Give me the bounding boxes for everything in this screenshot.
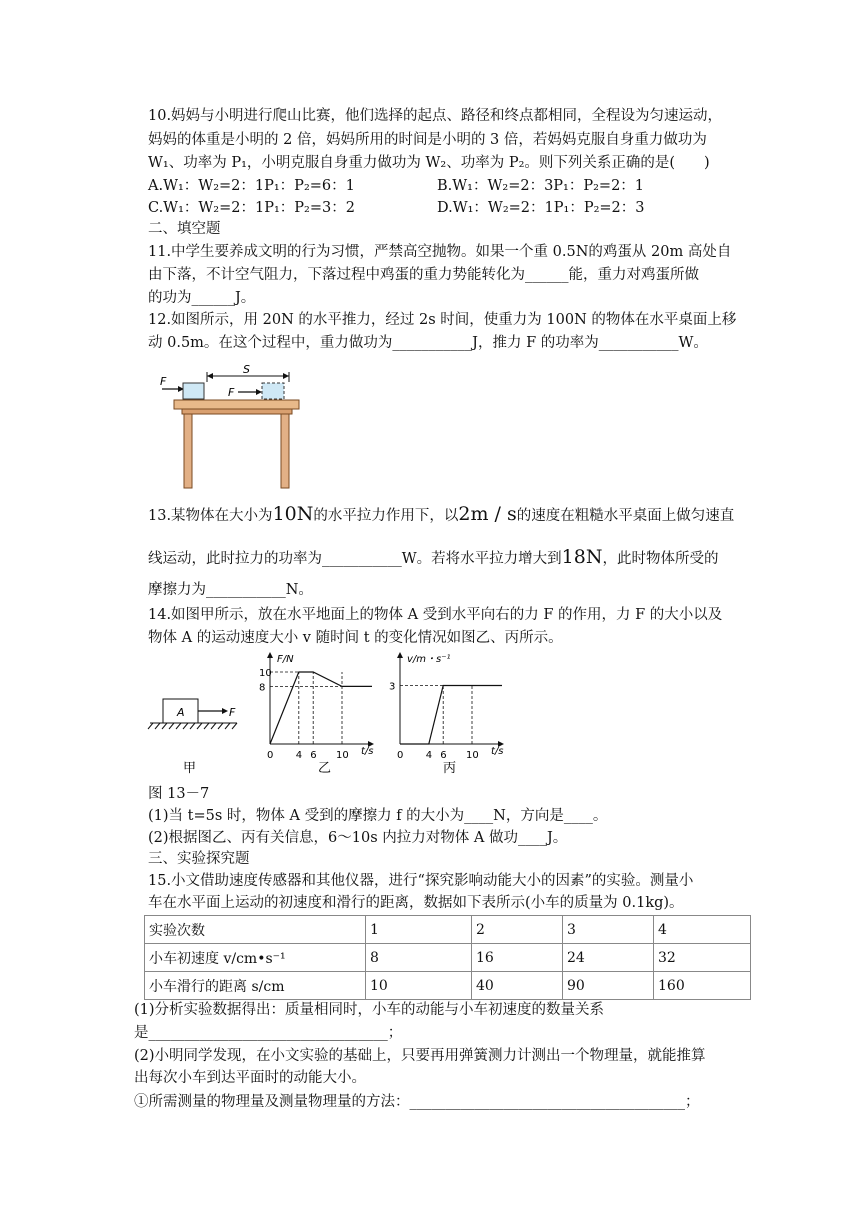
yi-x-label: t/s bbox=[361, 746, 374, 757]
block-end bbox=[262, 383, 284, 399]
table-cell: 32 bbox=[654, 944, 751, 972]
q13-text-4: 线运动，此时拉力的功率为___________W。若将水平拉力增大到 bbox=[148, 551, 562, 567]
q12-line-1: 12.如图所示，用 20N 的水平推力，经过 2s 时间，使重力为 100N 的物体在水平桌面上移 bbox=[148, 312, 737, 328]
yi-x-tick-6: 6 bbox=[310, 750, 317, 761]
q10-line-1: 10.妈妈与小明进行爬山比赛，他们选择的起点、路径和终点都相同，全程设为匀速运动， bbox=[148, 108, 723, 124]
figure-yi-label: 乙 bbox=[318, 761, 332, 776]
figure-bing-label: 丙 bbox=[443, 761, 457, 776]
table-cell: 实验次数 bbox=[145, 916, 366, 944]
yi-x-tick-0: 0 bbox=[267, 750, 274, 761]
chart-yi bbox=[255, 648, 385, 778]
distance-arrow-left bbox=[207, 373, 213, 379]
yi-x-tick-10: 10 bbox=[336, 750, 349, 761]
table-cell: 4 bbox=[654, 916, 751, 944]
bing-x-tick-6: 6 bbox=[440, 750, 447, 761]
q10-option-c: C.W₁：W₂=2：1P₁：P₂=3：2 bbox=[148, 200, 355, 216]
yi-y-label: F/N bbox=[277, 654, 294, 665]
bing-x-label: t/s bbox=[491, 746, 504, 757]
table-cell: 1 bbox=[366, 916, 472, 944]
table-cell: 3 bbox=[563, 916, 654, 944]
q13-line-3: 摩擦力为___________N。 bbox=[148, 582, 313, 598]
figure-jia bbox=[145, 690, 245, 780]
q15-line-2: 车在水平面上运动的初速度和滑行的距离，数据如下表所示(小车的质量为 0.1kg)。 bbox=[148, 895, 684, 911]
yi-y-tick-8: 8 bbox=[259, 682, 266, 694]
q14-line-2: 物体 A 的运动速度大小 v 随时间 t 的变化情况如图乙、丙所示。 bbox=[148, 630, 563, 646]
section-heading-fill-in: 二、填空题 bbox=[148, 221, 221, 237]
bing-series-line bbox=[400, 686, 502, 745]
q10-option-d: D.W₁：W₂=2：1P₁：P₂=2：3 bbox=[437, 200, 645, 216]
distance-label: S bbox=[243, 363, 250, 376]
table-row bbox=[145, 916, 751, 944]
yi-series-line bbox=[270, 672, 372, 744]
table-cell: 160 bbox=[654, 972, 751, 1000]
force-label-start: F bbox=[160, 375, 167, 388]
q14-sub-2: (2)根据图乙、丙有关信息，6～10s 内拉力对物体 A 做功____J。 bbox=[148, 830, 568, 846]
force-label: F bbox=[229, 706, 236, 719]
block-a-label: A bbox=[177, 706, 185, 719]
q13-text-3: 的速度在粗糙水平桌面上做匀速直 bbox=[516, 508, 735, 524]
q12-line-2: 动 0.5m。在这个过程中，重力做功为___________J，推力 F 的功率为___________W。 bbox=[148, 335, 708, 351]
table-cell: 16 bbox=[472, 944, 563, 972]
force-arrowhead-end bbox=[256, 389, 262, 395]
table-top bbox=[174, 400, 299, 409]
bing-x-tick-0: 0 bbox=[397, 750, 404, 761]
q13-line-2 bbox=[148, 547, 718, 569]
q13-force-value: 10N bbox=[272, 503, 314, 525]
bing-y-label: v/m・s⁻¹ bbox=[407, 654, 451, 665]
bing-y-arrow bbox=[397, 652, 403, 658]
table-cell: 90 bbox=[563, 972, 654, 1000]
chart-bing bbox=[385, 648, 515, 778]
q13-text-2: 的水平拉力作用下，以 bbox=[313, 508, 459, 524]
q13-text-1: 13.某物体在大小为 bbox=[148, 508, 273, 524]
q13-force-value-2: 18N bbox=[561, 546, 603, 568]
q15-after-1: (1)分析实验数据得出：质量相同时，小车的动能与小车初速度的数量关系 bbox=[134, 1002, 605, 1018]
yi-y-arrow bbox=[267, 652, 273, 658]
force-arrowhead bbox=[222, 708, 228, 714]
table-row bbox=[145, 944, 751, 972]
q11-line-2: 由下落，不计空气阻力，下落过程中鸡蛋的重力势能转化为______能，重力对鸡蛋所做 bbox=[148, 267, 699, 283]
q14-sub-1: (1)当 t=5s 时，物体 A 受到的摩擦力 f 的大小为____N，方向是____。 bbox=[148, 808, 608, 824]
ground-hatching bbox=[148, 723, 237, 729]
bing-y-tick-3: 3 bbox=[389, 681, 396, 693]
bing-x-tick-4: 4 bbox=[425, 750, 433, 761]
distance-arrow-right bbox=[283, 373, 289, 379]
q13-speed-value: 2m / s bbox=[458, 503, 517, 525]
table-cell: 小车滑行的距离 s/cm bbox=[145, 972, 366, 1000]
q11-line-1: 11.中学生要养成文明的行为习惯，严禁高空抛物。如果一个重 0.5N的鸡蛋从 20m 高处自 bbox=[148, 244, 732, 260]
force-label-end: F bbox=[228, 386, 235, 399]
q10-option-b: B.W₁：W₂=2：3P₁：P₂=2：1 bbox=[437, 178, 645, 194]
yi-y-tick-10: 10 bbox=[259, 668, 272, 679]
table-cell: 2 bbox=[472, 916, 563, 944]
table-cell: 40 bbox=[472, 972, 563, 1000]
q15-after-2: 是_________________________________； bbox=[134, 1025, 403, 1041]
table-push-figure bbox=[150, 362, 310, 492]
figure-caption: 图 13－7 bbox=[148, 786, 210, 802]
table-leg-left bbox=[184, 414, 192, 488]
q15-line-1: 15.小文借助速度传感器和其他仪器，进行“探究影响动能大小的因素”的实验。测量小 bbox=[148, 873, 694, 889]
q10-option-a: A.W₁：W₂=2：1P₁：P₂=6：1 bbox=[148, 178, 355, 194]
table-row bbox=[145, 972, 751, 1000]
bing-x-tick-10: 10 bbox=[466, 750, 479, 761]
yi-x-tick-4: 4 bbox=[295, 750, 303, 761]
q15-after-5: ①所需测量的物理量及测量物理量的方法：______________________________________； bbox=[134, 1094, 700, 1110]
table-cell: 8 bbox=[366, 944, 472, 972]
experiment-table bbox=[144, 915, 751, 1000]
table-cell: 24 bbox=[563, 944, 654, 972]
q14-line-1: 14.如图甲所示，放在水平地面上的物体 A 受到水平向右的力 F 的作用，力 F 的大小以及 bbox=[148, 607, 723, 623]
figure-jia-label: 甲 bbox=[183, 761, 197, 776]
q10-line-2: 妈妈的体重是小明的 2 倍，妈妈所用的时间是小明的 3 倍，若妈妈克服自身重力做功为 bbox=[148, 132, 707, 148]
table-cell: 小车初速度 v/cm•s⁻¹ bbox=[145, 944, 366, 972]
table-leg-right bbox=[281, 414, 289, 488]
block-start bbox=[183, 383, 204, 399]
table-cell: 10 bbox=[366, 972, 472, 1000]
table-apron bbox=[182, 409, 292, 414]
q15-after-3: (2)小明同学发现，在小文实验的基础上，只要再用弹簧测力计测出一个物理量，就能推算 bbox=[134, 1048, 706, 1064]
q15-after-4: 出每次小车到达平面时的动能大小。 bbox=[134, 1070, 366, 1086]
section-heading-experiment: 三、实验探究题 bbox=[148, 851, 250, 867]
q13-line-1 bbox=[148, 504, 734, 526]
q10-line-3: W₁、功率为 P₁，小明克服自身重力做功为 W₂、功率为 P₂。则下列关系正确的是( ) bbox=[148, 155, 710, 171]
q11-line-3: 的功为______J。 bbox=[148, 290, 256, 306]
q13-text-5: ，此时物体所受的 bbox=[602, 551, 719, 567]
